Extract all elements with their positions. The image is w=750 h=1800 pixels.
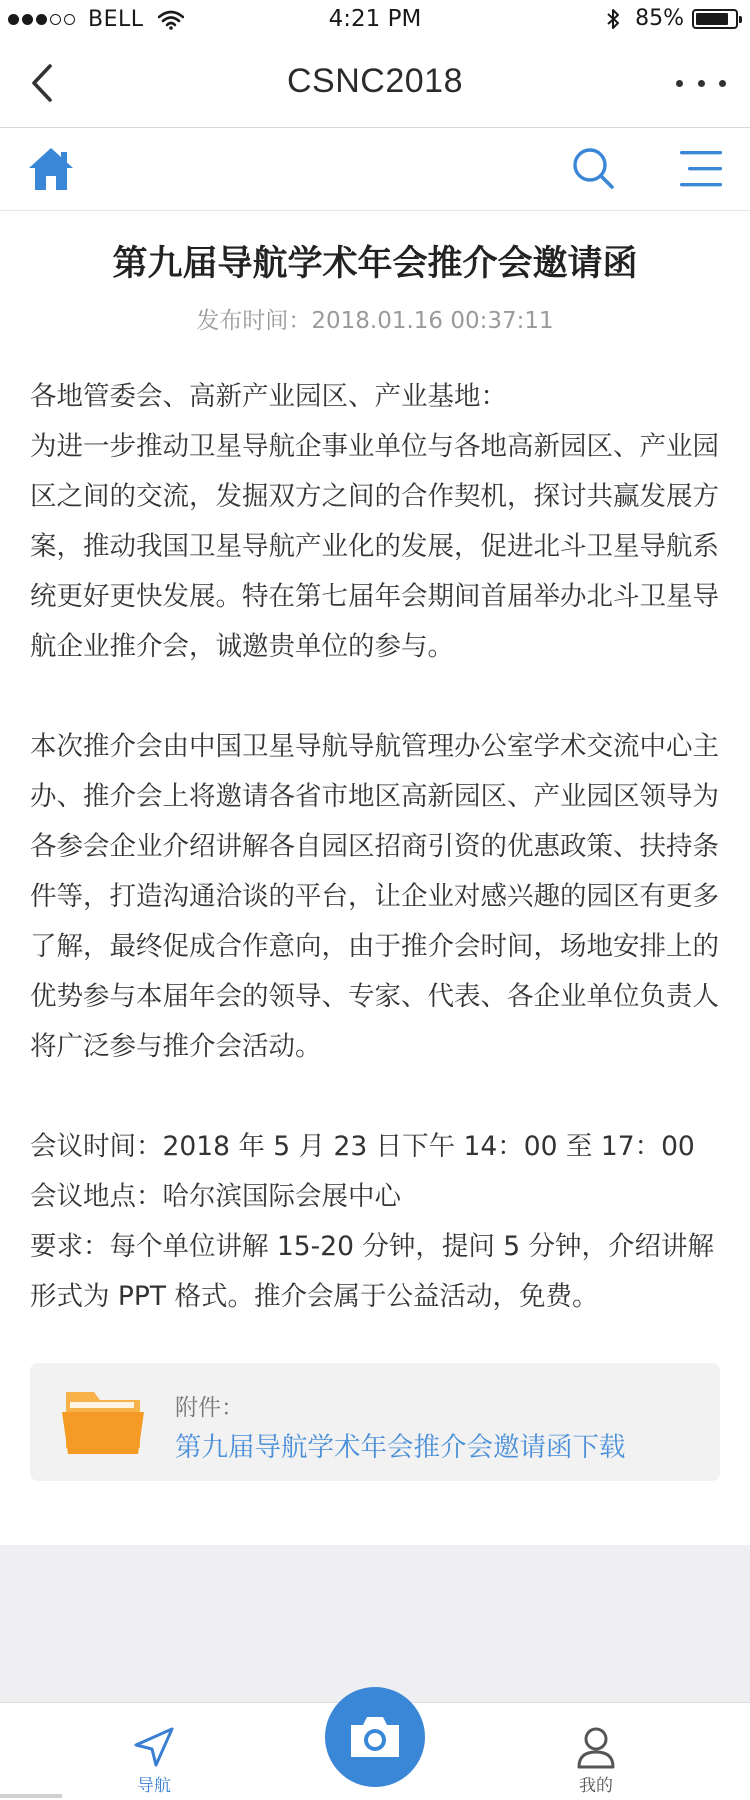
battery-fill <box>696 13 728 25</box>
folder-icon <box>60 1388 146 1458</box>
carrier-name: BELL <box>88 7 144 32</box>
status-right <box>605 6 738 31</box>
home-icon <box>26 144 76 194</box>
meeting-place: 会议地点：哈尔滨国际会展中心 <box>30 1181 401 1212</box>
paragraph-invitation: 各地管委会、高新产业园区、产业基地： 为进一步推动卫星导航企事业单位与各地高新园区、产业园区之间的交流，发掘双方之间的合作契机，探讨共赢发展方案，推动我国卫星导航产业化的发展，促进北斗卫星导航系统更好更快发展。特在第七届年会期间首届举办北斗卫星导航企业推介会，诚邀贵单位的参与。 <box>30 381 719 662</box>
navigation-bar <box>0 40 750 128</box>
tab-mine-label: 我的 <box>579 1776 613 1796</box>
article-body <box>30 372 730 1322</box>
battery-percent: 85% <box>635 6 684 31</box>
more-dot <box>698 80 705 87</box>
status-time: 4:21 PM <box>328 6 422 32</box>
bluetooth-icon <box>605 7 621 31</box>
tab-navigation-label: 导航 <box>137 1776 171 1796</box>
battery-icon <box>692 9 738 29</box>
camera-icon <box>347 1713 403 1761</box>
tab-navigation[interactable] <box>104 1703 204 1800</box>
more-dot <box>719 80 726 87</box>
article-title: 第九届导航学术年会推介会邀请函 <box>112 244 638 284</box>
attachment-download-link[interactable]: 第九届导航学术年会推介会邀请函下载 <box>175 1432 626 1463</box>
page-title: CSNC2018 <box>287 62 463 100</box>
attachment-label: 附件： <box>175 1395 244 1421</box>
search-button[interactable] <box>570 145 618 193</box>
camera-button[interactable] <box>325 1687 425 1787</box>
more-dot <box>676 80 683 87</box>
meeting-requirement: 要求：每个单位讲解 15-20 分钟，提问 5 分钟，介绍讲解形式为 PPT 格式。推介会属于公益活动，免费。 <box>30 1231 715 1312</box>
menu-button[interactable] <box>674 147 724 191</box>
search-icon <box>570 145 618 193</box>
tab-mine[interactable] <box>546 1703 646 1800</box>
paragraph-details: 本次推介会由中国卫星导航导航管理办公室学术交流中心主办、推介会上将邀请各省市地区高新园区、产业园区领导为各参会企业介绍讲解各自园区招商引资的优惠政策、扶持条件等，打造沟通洽谈的平台，让企业对感兴趣的园区有更多了解，最终促成合作意向，由于推介会时间，场地安排上的优势参与本届年会的领导、专家、代表、各企业单位负责人将广泛参与推介会活动。 <box>30 731 719 1062</box>
tool-bar <box>0 129 750 211</box>
publish-time-value: 2018.01.16 00:37:11 <box>311 308 554 334</box>
attachment-card[interactable] <box>30 1363 720 1481</box>
publish-time-label: 发布时间： <box>196 308 312 334</box>
status-bar <box>0 0 750 40</box>
user-icon <box>574 1725 618 1769</box>
menu-icon <box>674 147 724 191</box>
navigation-arrow-icon <box>132 1725 176 1769</box>
meeting-info <box>30 1122 730 1322</box>
home-button[interactable] <box>26 144 76 194</box>
publish-time <box>0 302 750 335</box>
page-footer-gap <box>0 1545 750 1702</box>
more-button[interactable] <box>676 68 726 98</box>
meeting-time: 会议时间：2018 年 5 月 23 日下午 14：00 至 17：00 <box>30 1131 695 1162</box>
home-indicator <box>0 1794 62 1798</box>
